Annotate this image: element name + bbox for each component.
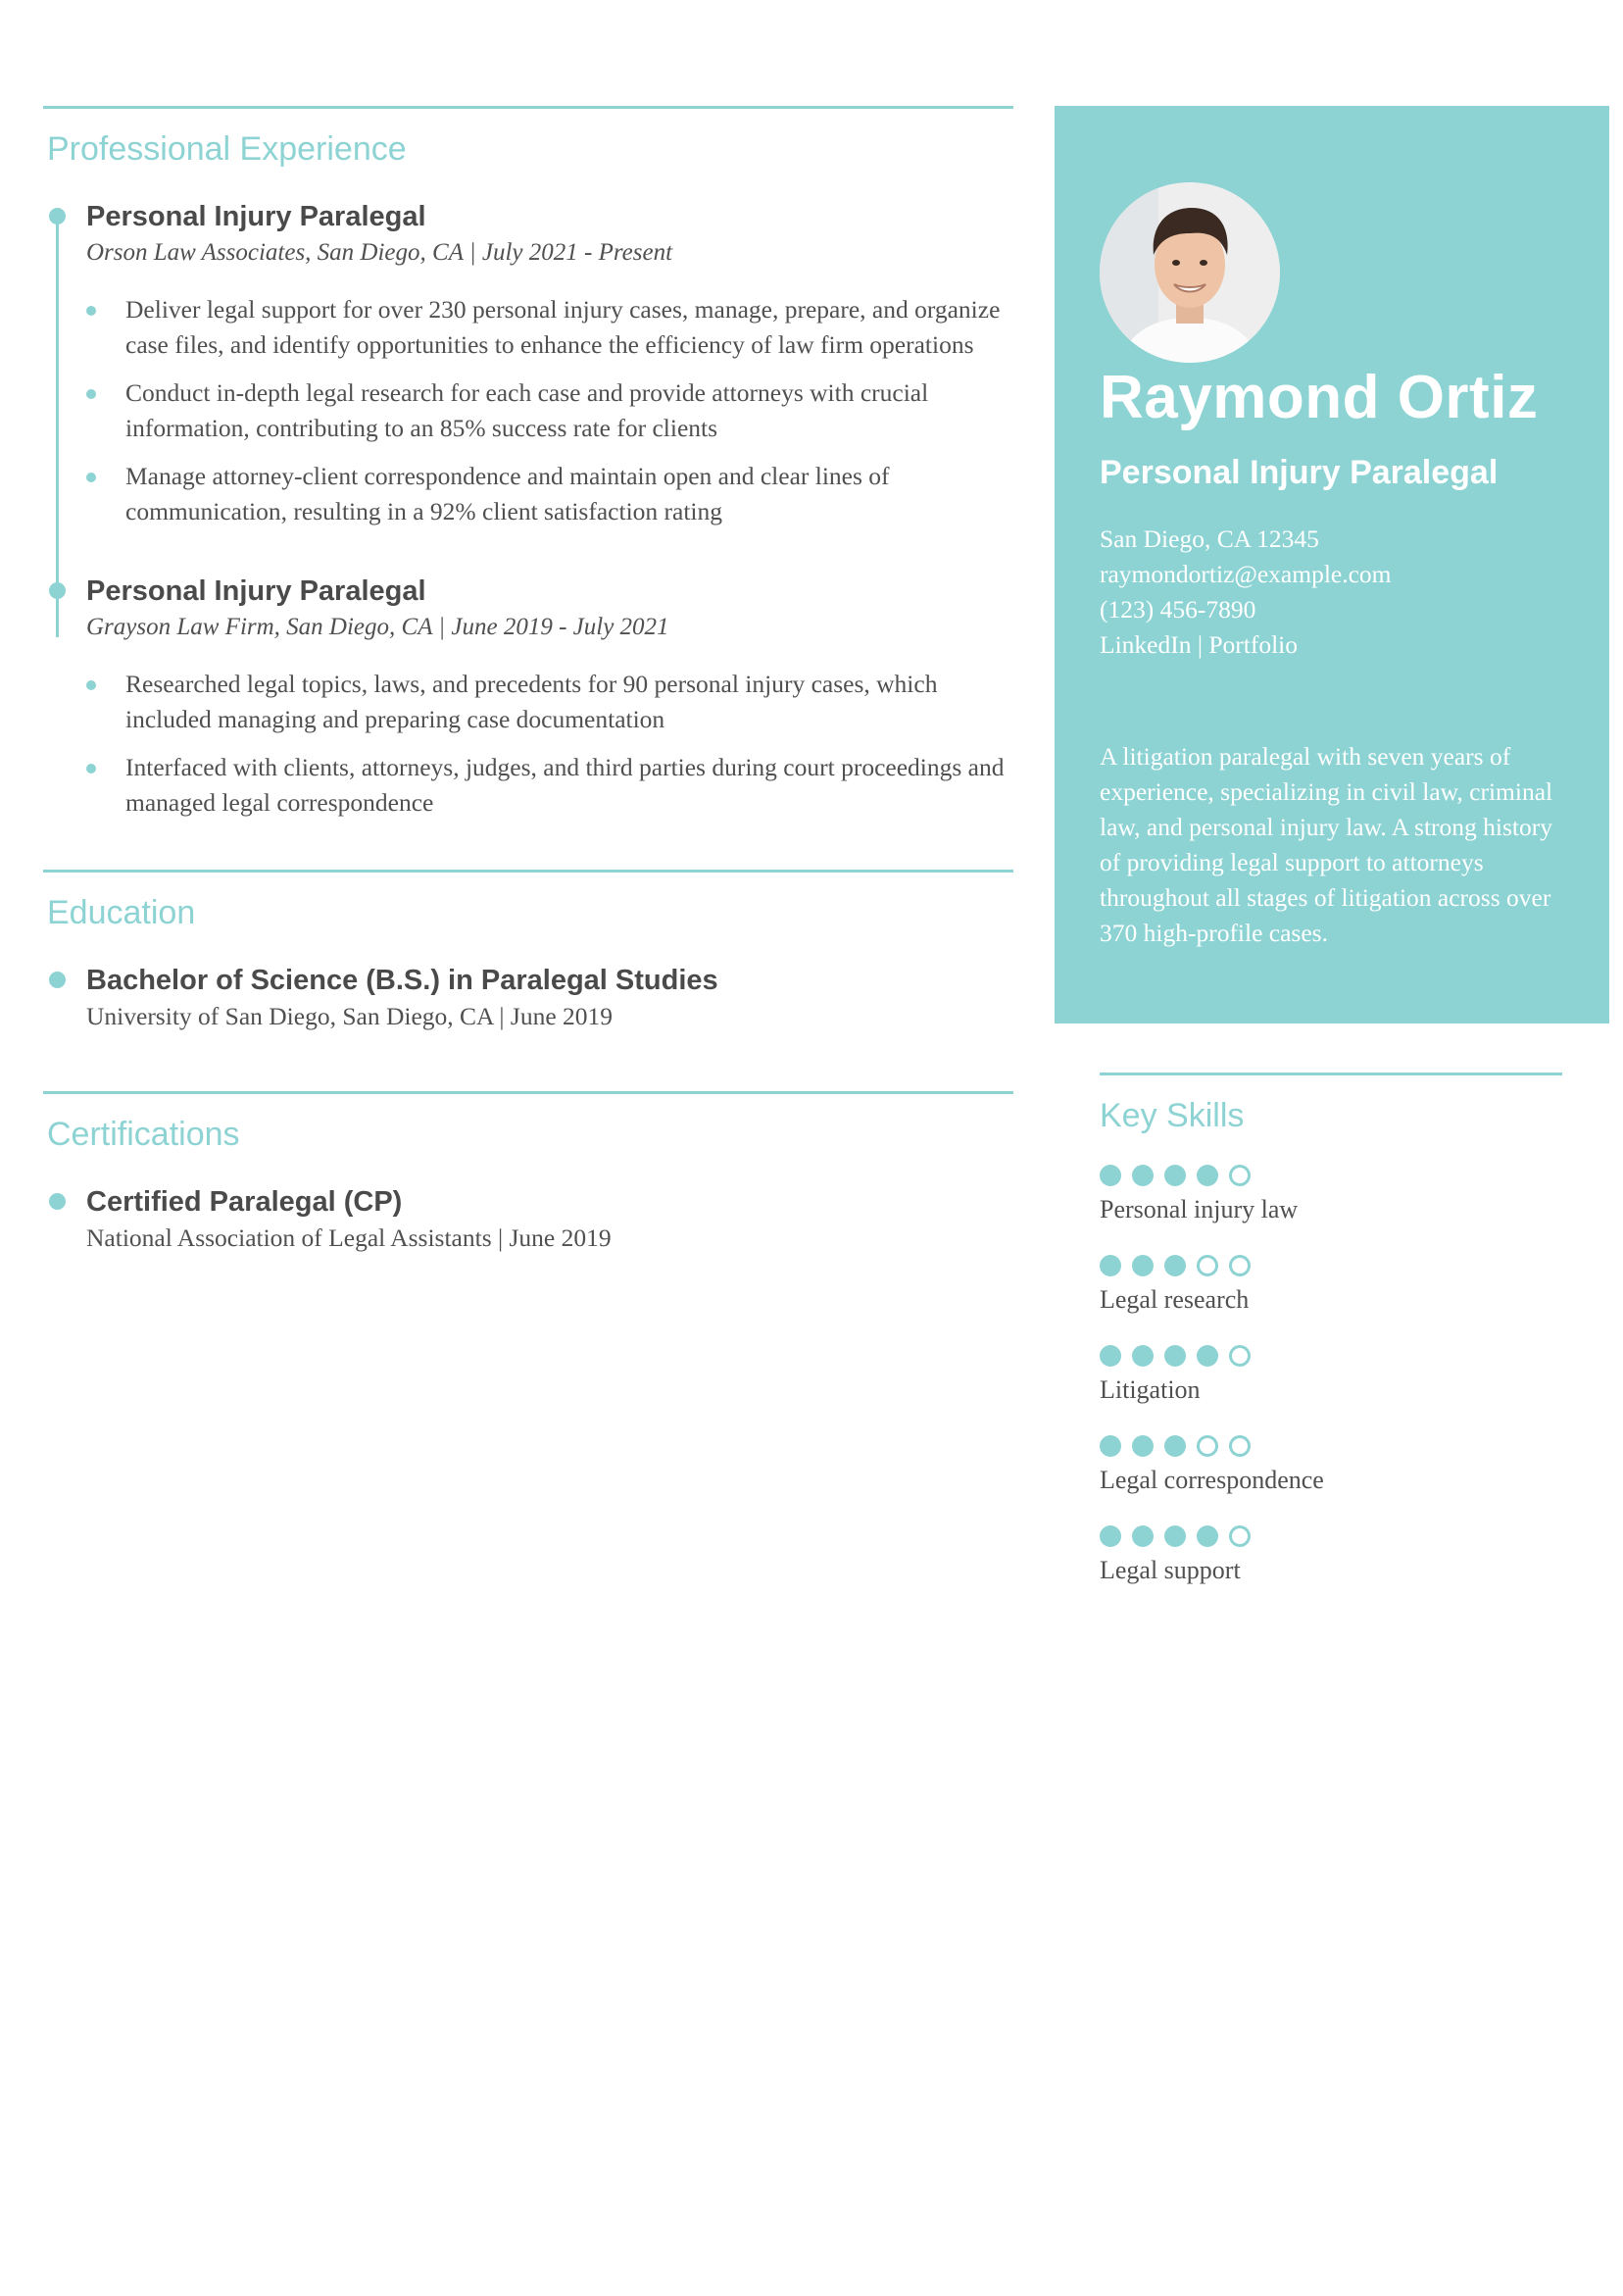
rating-dot-empty bbox=[1229, 1435, 1251, 1457]
skill-rating bbox=[1100, 1255, 1562, 1276]
rating-dot-empty bbox=[1229, 1525, 1251, 1547]
skill-label: Legal correspondence bbox=[1100, 1466, 1324, 1494]
rating-dot-filled bbox=[1164, 1255, 1186, 1276]
certifications-heading: Certifications bbox=[47, 1116, 240, 1153]
skills-section bbox=[1100, 1073, 1562, 1590]
phone: (123) 456-7890 bbox=[1100, 595, 1256, 624]
list-item: Conduct in-depth legal research for each case and provide attorneys with crucial information, contributing to an 85% success rate for clients bbox=[86, 375, 1013, 446]
list-item: Interfaced with clients, attorneys, judges, and third parties during court proceedings and managed legal correspondence bbox=[86, 750, 1013, 821]
skill-label: Legal support bbox=[1100, 1556, 1241, 1584]
candidate-role: Personal Injury Paralegal bbox=[1100, 454, 1499, 491]
candidate-name: Raymond Ortiz bbox=[1100, 364, 1539, 431]
rating-dot-filled bbox=[1132, 1165, 1154, 1186]
rating-dot-filled bbox=[1132, 1345, 1154, 1367]
skill-item bbox=[1100, 1255, 1562, 1320]
education-meta: University of San Diego, San Diego, CA | June 2019 bbox=[86, 1002, 614, 1030]
address: San Diego, CA 12345 bbox=[1100, 524, 1319, 553]
education-entry bbox=[43, 962, 1013, 1034]
rating-dot-empty bbox=[1197, 1435, 1218, 1457]
rating-dot-filled bbox=[1100, 1345, 1121, 1367]
rating-dot-filled bbox=[1132, 1435, 1154, 1457]
list-item: Deliver legal support for over 230 personal injury cases, manage, prepare, and organize case files, and identify opportunities to enhance the efficiency of law firm operations bbox=[86, 292, 1013, 363]
section-divider bbox=[43, 870, 1013, 873]
skills-list bbox=[1100, 1165, 1562, 1590]
bullet-dot bbox=[49, 1193, 66, 1210]
job-meta: Orson Law Associates, San Diego, CA | July 2021 - Present bbox=[86, 239, 673, 266]
skill-label: Legal research bbox=[1100, 1285, 1250, 1314]
rating-dot-empty bbox=[1229, 1345, 1251, 1367]
skill-rating bbox=[1100, 1435, 1562, 1457]
list-item: Researched legal topics, laws, and precedents for 90 personal injury cases, which included managing and preparing case documentation bbox=[86, 667, 1013, 737]
rating-dot-empty bbox=[1229, 1165, 1251, 1186]
job-title: Personal Injury Paralegal bbox=[86, 201, 426, 232]
skill-item bbox=[1100, 1435, 1562, 1500]
degree-title: Bachelor of Science (B.S.) in Paralegal Studies bbox=[86, 965, 718, 996]
rating-dot-filled bbox=[1132, 1525, 1154, 1547]
rating-dot-filled bbox=[1164, 1165, 1186, 1186]
rating-dot-empty bbox=[1197, 1255, 1218, 1276]
rating-dot-filled bbox=[1132, 1255, 1154, 1276]
bullet-dot bbox=[49, 972, 66, 988]
profile-panel bbox=[1055, 106, 1609, 1023]
skill-label: Litigation bbox=[1100, 1375, 1201, 1404]
skill-rating bbox=[1100, 1345, 1562, 1367]
skill-item bbox=[1100, 1525, 1562, 1590]
experience-heading: Professional Experience bbox=[47, 130, 407, 168]
job-title: Personal Injury Paralegal bbox=[86, 575, 426, 607]
skill-item bbox=[1100, 1165, 1562, 1229]
profile-links[interactable]: LinkedIn | Portfolio bbox=[1100, 630, 1298, 659]
rating-dot-filled bbox=[1100, 1255, 1121, 1276]
skill-label: Personal injury law bbox=[1100, 1195, 1299, 1223]
rating-dot-filled bbox=[1197, 1525, 1218, 1547]
skill-rating bbox=[1100, 1525, 1562, 1547]
rating-dot-empty bbox=[1229, 1255, 1251, 1276]
rating-dot-filled bbox=[1164, 1345, 1186, 1367]
certification-entry bbox=[43, 1183, 1013, 1256]
avatar bbox=[1100, 182, 1280, 363]
contact-info bbox=[1100, 522, 1392, 663]
rating-dot-filled bbox=[1197, 1345, 1218, 1367]
job-entry bbox=[43, 573, 1013, 821]
rating-dot-filled bbox=[1100, 1525, 1121, 1547]
skill-rating bbox=[1100, 1165, 1562, 1186]
certification-title: Certified Paralegal (CP) bbox=[86, 1186, 403, 1218]
certification-meta: National Association of Legal Assistants | June 2019 bbox=[86, 1223, 612, 1252]
section-divider bbox=[43, 1091, 1013, 1094]
job-entry bbox=[43, 198, 1013, 529]
timeline-dot bbox=[49, 582, 66, 599]
rating-dot-filled bbox=[1100, 1165, 1121, 1186]
summary: A litigation paralegal with seven years of experience, specializing in civil law, criminal law, and personal injury law. A strong history of providing legal support to attorneys throughout all stages of litigation across over 370 high-profile cases. bbox=[1100, 742, 1553, 947]
education-heading: Education bbox=[47, 894, 196, 931]
email-link[interactable]: raymondortiz@example.com bbox=[1100, 560, 1392, 588]
job-bullets bbox=[86, 292, 1013, 529]
rating-dot-filled bbox=[1100, 1435, 1121, 1457]
rating-dot-filled bbox=[1197, 1165, 1218, 1186]
job-meta: Grayson Law Firm, San Diego, CA | June 2019 - July 2021 bbox=[86, 614, 669, 640]
main-column bbox=[43, 106, 1013, 1256]
rating-dot-filled bbox=[1164, 1525, 1186, 1547]
profile-photo-icon bbox=[1100, 182, 1280, 363]
section-divider bbox=[43, 106, 1013, 109]
rating-dot-filled bbox=[1164, 1435, 1186, 1457]
section-divider bbox=[1100, 1073, 1562, 1075]
list-item: Manage attorney-client correspondence and maintain open and clear lines of communication, resulting in a 92% client satisfaction rating bbox=[86, 459, 1013, 529]
skills-heading: Key Skills bbox=[1100, 1097, 1245, 1134]
job-bullets bbox=[86, 667, 1013, 821]
skill-item bbox=[1100, 1345, 1562, 1410]
